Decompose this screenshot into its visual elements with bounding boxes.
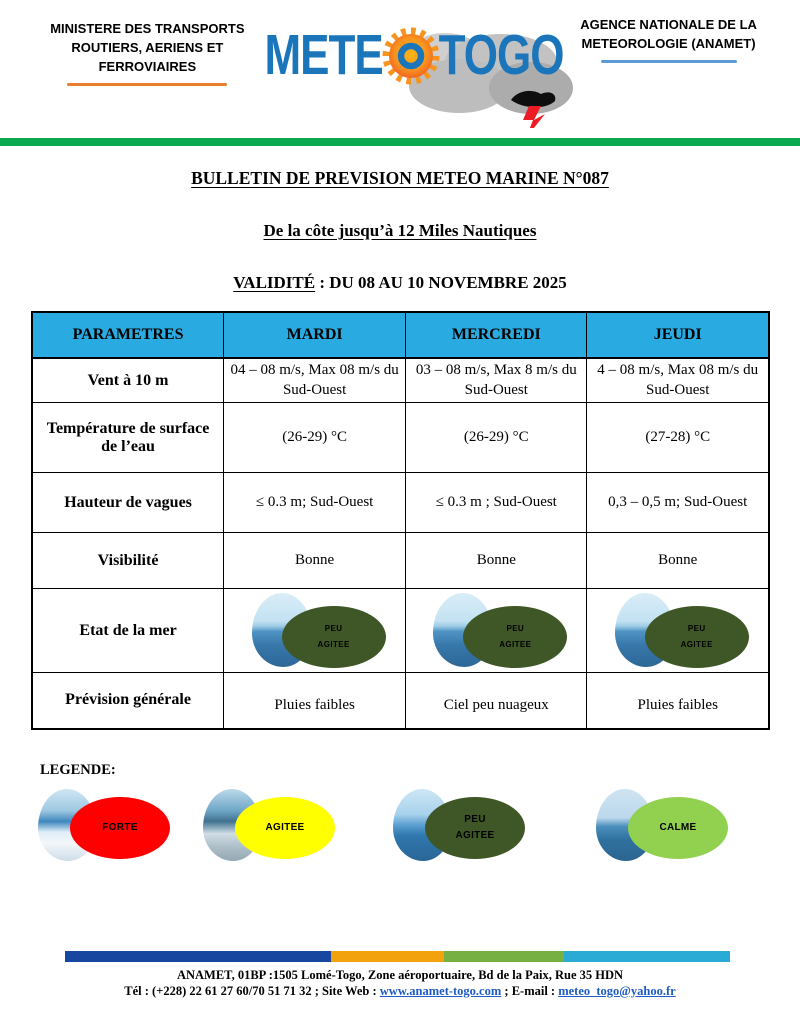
table-row-etat-mer — [32, 589, 769, 673]
orange-rule — [67, 83, 227, 86]
forecast-table-wrap — [31, 311, 770, 730]
legend-item-peu-agitee — [385, 785, 545, 867]
ministry-line1: MINISTERE DES TRANSPORTS — [50, 21, 245, 36]
cell-vagues-mercredi: ≤ 0.3 m ; Sud-Ouest — [406, 473, 587, 533]
blue-rule — [601, 60, 737, 63]
cell-vis-mercredi: Bonne — [406, 533, 587, 589]
bulletin-subtitle: De la côte jusqu’à 12 Miles Nautiques — [263, 221, 537, 240]
footer-address-line: ANAMET, 01BP :1505 Lomé-Togo, Zone aéroportuaire, Bd de la Paix, Rue 35 HDN — [176, 967, 624, 982]
col-header-jeudi: JEUDI — [587, 312, 769, 358]
table-row-vent — [32, 358, 769, 403]
legend-label: FORTE — [102, 821, 138, 833]
legend-row — [0, 785, 800, 867]
table-row-visibilite — [32, 533, 769, 589]
table-header-row — [32, 312, 769, 358]
sea-state-label: PEU AGITEE — [317, 624, 350, 649]
ministry-block — [30, 12, 265, 86]
col-header-parametres: PARAMETRES — [32, 312, 224, 358]
legend-oval — [235, 797, 335, 859]
legend-item-agitee — [195, 785, 355, 867]
legend-oval — [425, 797, 525, 859]
footer-bar-segment-cyan — [564, 951, 730, 962]
cell-vagues-mardi: ≤ 0.3 m; Sud-Ouest — [224, 473, 406, 533]
footer-tel: Tél : (+228) 22 61 27 60/70 51 71 32 ; Site Web : — [124, 983, 380, 998]
sun-icon — [381, 26, 441, 86]
cell-prev-jeudi: Pluies faibles — [587, 673, 769, 729]
cell-vagues-jeudi: 0,3 – 0,5 m; Sud-Ouest — [587, 473, 769, 533]
agency-line2: METEOROLOGIE (ANAMET) — [581, 35, 756, 51]
cell-vent-jeudi: 4 – 08 m/s, Max 08 m/s du Sud-Ouest — [587, 358, 769, 403]
legend-label: AGITEE — [265, 821, 305, 833]
sea-state-oval — [282, 606, 386, 668]
website-link[interactable]: www.anamet-togo.com — [379, 983, 502, 998]
cell-vis-mardi: Bonne — [224, 533, 406, 589]
ministry-line2: ROUTIERS, AERIENS ET FERROVIAIRES — [71, 39, 224, 74]
email-link[interactable]: meteo_togo@yahoo.fr — [558, 983, 676, 998]
footer-text — [0, 967, 800, 999]
footer-color-bar — [65, 951, 730, 962]
table-row-temperature — [32, 403, 769, 473]
legend-item-forte — [30, 785, 190, 867]
validity-dates: : DU 08 AU 10 NOVEMBRE 2025 — [315, 273, 567, 292]
footer-bar-segment-orange — [331, 951, 444, 962]
page-header — [0, 0, 800, 112]
cell-vis-jeudi: Bonne — [587, 533, 769, 589]
green-divider — [0, 138, 800, 146]
cell-temp-jeudi: (27-28) °C — [587, 403, 769, 473]
sea-state-label: PEU AGITEE — [680, 624, 713, 649]
row-label: Vent à 10 m — [32, 358, 224, 403]
sea-state-graphic — [421, 592, 571, 670]
sea-state-graphic — [240, 592, 390, 670]
row-label: Visibilité — [32, 533, 224, 589]
footer-contact-line — [0, 983, 800, 999]
cell-vent-mardi: 04 – 08 m/s, Max 08 m/s du Sud-Ouest — [224, 358, 406, 403]
cell-temp-mardi: (26-29) °C — [224, 403, 406, 473]
bulletin-title: BULLETIN DE PREVISION METEO MARINE N°087 — [191, 168, 609, 188]
cell-prev-mercredi: Ciel peu nuageux — [406, 673, 587, 729]
sea-state-graphic — [603, 592, 753, 670]
table-row-vagues — [32, 473, 769, 533]
legend-title: LEGENDE: — [40, 761, 116, 778]
footer-bar-segment-blue — [65, 951, 331, 962]
agency-block — [563, 12, 774, 63]
agency-line1: AGENCE NATIONALE DE LA — [580, 17, 757, 32]
legend-oval — [70, 797, 170, 859]
row-label: Température de surface de l’eau — [32, 403, 224, 473]
row-label: Etat de la mer — [32, 589, 224, 673]
sea-state-label: PEU AGITEE — [499, 624, 532, 649]
legend-oval — [628, 797, 728, 859]
col-header-mercredi: MERCREDI — [406, 312, 587, 358]
forecast-table — [31, 311, 770, 730]
footer-bar-segment-green — [444, 951, 564, 962]
table-row-prevision — [32, 673, 769, 729]
cell-vent-mercredi: 03 – 08 m/s, Max 8 m/s du Sud-Ouest — [406, 358, 587, 403]
cell-temp-mercredi: (26-29) °C — [406, 403, 587, 473]
validity-label: VALIDITÉ — [233, 273, 316, 292]
cell-prev-mardi: Pluies faibles — [224, 673, 406, 729]
row-label: Prévision générale — [32, 673, 224, 729]
legend-item-calme — [588, 785, 748, 867]
sea-state-oval — [645, 606, 749, 668]
row-label: Hauteur de vagues — [32, 473, 224, 533]
logo-text-mete: METE — [264, 24, 383, 87]
cell-mer-mardi — [224, 589, 406, 673]
col-header-mardi: MARDI — [224, 312, 406, 358]
legend-label: PEU AGITEE — [455, 813, 495, 841]
validity-line — [0, 273, 800, 293]
meteo-togo-logo — [265, 12, 563, 112]
logo-text-togo: TOGO — [438, 24, 564, 87]
footer-email-label: ; E-mail : — [501, 983, 559, 998]
cell-mer-jeudi — [587, 589, 769, 673]
legend-label: CALME — [659, 821, 697, 833]
sea-state-oval — [463, 606, 567, 668]
cell-mer-mercredi — [406, 589, 587, 673]
